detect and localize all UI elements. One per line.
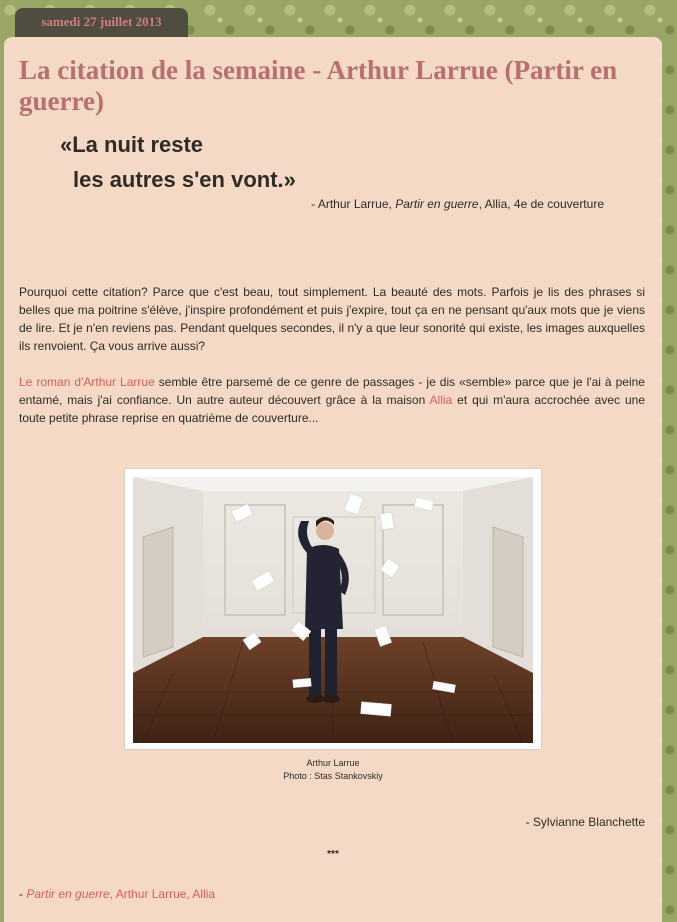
quote-source-book: Partir en guerre	[395, 197, 479, 211]
photo-caption-name: Arthur Larrue	[306, 758, 360, 768]
tag-book: Partir en guerre	[26, 887, 110, 901]
paragraph-1: Pourquoi cette citation? Parce que c'est beau, tout simplement. La beauté des mots. Parfois je lis des phrases si belles que ma poitrine s'élève, j'inspire profondément et puis j'expire, tout ça en ne pensant qu'aux mots que je viens de lire. Et je n'en reviens pas. Pendant quelques secondes, il n'y a que leur sonorité qui existe, les images auxquelles ils renvoient. Ça vous arrive aussi?	[19, 285, 645, 353]
photo-caption-credit: Photo : Stas Stankovskiy	[283, 771, 383, 781]
tags-prefix: -	[19, 887, 27, 901]
tag-rest: , Arthur Larrue, Allia	[109, 887, 216, 901]
paragraph-2	[19, 373, 645, 427]
post-tags	[19, 887, 215, 902]
paragraph-2-text-a: semble être parsemé de ce genre de passages - je dis «semble» parce que je l'ai à peine entamé, mais j'ai confiance. Un autre auteur découvert grâce à la maison	[19, 375, 645, 407]
tag-book-link[interactable]	[26, 887, 215, 901]
author-photo-image	[133, 477, 533, 743]
author-photo[interactable]	[124, 468, 542, 750]
quote-line-2: les autres s'en vont.»	[73, 167, 296, 192]
post-title[interactable]: La citation de la semaine - Arthur Larrue (Partir en guerre)	[19, 55, 618, 116]
quote-source-prefix: - Arthur Larrue,	[311, 197, 396, 211]
blog-post	[4, 37, 662, 922]
paragraph-2-text-b: et qui m'aura accrochée avec une toute petite phrase reprise en quatrième de couverture...	[19, 393, 645, 425]
separator: ***	[327, 849, 339, 860]
quote-source	[311, 197, 604, 212]
publisher-link[interactable]: Allia	[429, 393, 453, 407]
quote-line-1: «La nuit reste	[60, 132, 204, 157]
quote-source-suffix: , Allia, 4e de couverture	[478, 197, 604, 211]
post-date: samedi 27 juillet 2013	[41, 14, 162, 29]
post-signature: - Sylvianne Blanchette	[525, 815, 645, 829]
novel-link[interactable]: Le roman d'Arthur Larrue	[19, 375, 155, 389]
post-date-tab	[15, 8, 188, 38]
